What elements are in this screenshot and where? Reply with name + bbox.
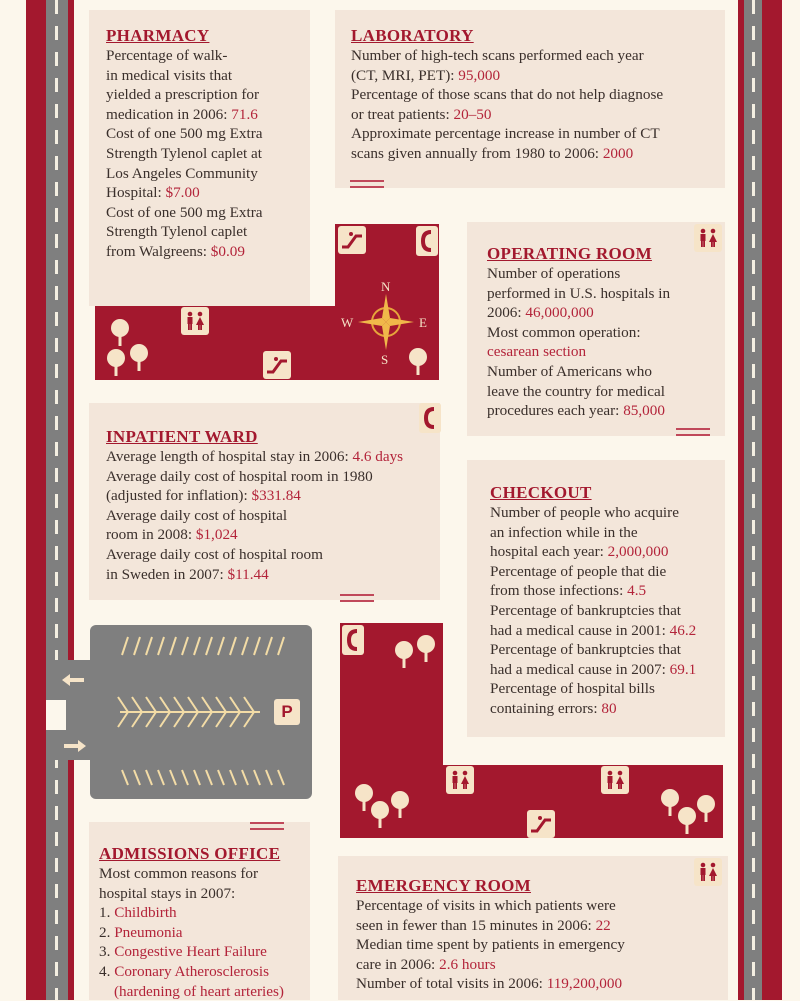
label: Number of total visits in 2006: <box>356 975 547 993</box>
checkout-text <box>490 503 725 719</box>
text-line: Percentage of hospital bills <box>490 680 655 698</box>
text-line <box>106 105 310 125</box>
parking-label: P <box>281 702 293 721</box>
restroom-icon <box>694 224 722 252</box>
laboratory-text <box>351 46 725 164</box>
list-text: (hardening of heart arteries) <box>114 982 284 1000</box>
inpatient-ward-text <box>106 447 440 584</box>
laboratory-card <box>335 10 725 188</box>
restroom-icon <box>694 858 722 886</box>
compass-e: E <box>419 315 427 330</box>
divider-mark <box>350 180 384 188</box>
list-number: 2. <box>99 923 111 941</box>
label: care in 2006: <box>356 955 440 973</box>
text-line <box>356 955 728 975</box>
label: scans given annually from 1980 to 2006: <box>351 144 603 162</box>
operating-room-card <box>467 222 725 436</box>
text-line <box>351 105 725 125</box>
label: 2006: <box>487 304 526 322</box>
emergency-room-text <box>356 896 728 994</box>
value: $7.00 <box>165 184 200 202</box>
right-border-outer <box>782 0 800 1000</box>
value: 4.6 days <box>352 448 404 465</box>
value: $0.09 <box>210 242 245 260</box>
text-line: Most common operation: <box>487 323 641 341</box>
emergency-room-title: EMERGENCY ROOM <box>356 876 531 895</box>
value: 46.2 <box>669 621 697 639</box>
phone-icon <box>416 226 438 256</box>
laboratory-title: LABORATORY <box>351 26 474 45</box>
pharmacy-title: PHARMACY <box>106 26 210 45</box>
value: $331.84 <box>251 487 301 505</box>
left-border-outer <box>0 0 26 1000</box>
value: 85,000 <box>623 402 665 420</box>
tree-icon <box>392 640 416 670</box>
text-line: Number of Americans who <box>487 362 652 380</box>
value: 20–50 <box>453 105 492 123</box>
label: hospital each year: <box>490 543 608 561</box>
divider-mark <box>250 822 284 830</box>
inpatient-ward-title: INPATIENT WARD <box>106 427 258 446</box>
value: 80 <box>601 699 617 717</box>
text-line: Percentage of people that die <box>490 562 667 580</box>
list-text: Coronary Atherosclerosis <box>114 962 269 980</box>
label: (CT, MRI, PET): <box>351 66 459 84</box>
value: 119,200,000 <box>546 975 623 993</box>
phone-icon <box>419 403 441 433</box>
text-line <box>490 699 725 719</box>
label: (adjusted for inflation): <box>106 487 252 505</box>
compass-s: S <box>381 352 389 367</box>
checkout-card <box>467 460 725 737</box>
compass-w: W <box>341 315 354 330</box>
text-line: Number of operations <box>487 265 621 282</box>
text-line: yielded a prescription for <box>106 86 260 104</box>
list-text: Pneumonia <box>114 923 183 941</box>
parking-divider <box>46 700 66 730</box>
text-line <box>487 401 725 421</box>
list-item <box>99 923 310 943</box>
value: 69.1 <box>669 660 697 678</box>
label: seen in fewer than 15 minutes in 2006: <box>356 916 596 934</box>
text-line: Percentage of bankruptcies that <box>490 601 682 619</box>
text-line: Most common reasons for <box>99 865 259 882</box>
operating-room-text <box>487 264 725 421</box>
compass-n: N <box>381 279 391 294</box>
list-item <box>99 903 310 923</box>
reasons-list <box>99 903 310 1001</box>
right-border-red <box>762 0 782 1000</box>
tree-icon <box>414 634 438 664</box>
admissions-office-title: ADMISSIONS OFFICE <box>99 844 281 863</box>
list-number: 1. <box>99 904 111 922</box>
list-number: 4. <box>99 962 111 980</box>
text-line: in medical visits that <box>106 66 233 84</box>
right-road-line <box>752 0 755 1000</box>
checkout-title: CHECKOUT <box>490 483 592 502</box>
admissions-office-card <box>89 822 310 1000</box>
label: Average length of hospital stay in 2006: <box>106 448 353 465</box>
label: had a medical cause in 2007: <box>490 660 670 678</box>
text-line: an infection while in the <box>490 523 638 541</box>
text-line <box>106 565 440 585</box>
text-line <box>106 486 440 506</box>
text-line: Number of high-tech scans performed each year <box>351 47 644 64</box>
text-line <box>106 525 440 545</box>
text-line: Los Angeles Community <box>106 164 258 182</box>
text-line: Average daily cost of hospital room <box>106 545 323 563</box>
text-line: Percentage of those scans that do not help diagnose <box>351 86 664 104</box>
phone-icon <box>342 625 364 655</box>
list-text: Congestive Heart Failure <box>114 943 267 961</box>
value: 2000 <box>602 144 634 162</box>
label: or treat patients: <box>351 105 454 123</box>
tree-icon <box>388 790 412 820</box>
label: in Sweden in 2007: <box>106 565 228 583</box>
text-line <box>106 447 440 467</box>
label: Hospital: <box>106 184 166 202</box>
text-line: Percentage of visits in which patients were <box>356 897 616 914</box>
label: from Walgreens: <box>106 242 211 260</box>
list-number: 3. <box>99 943 111 961</box>
text-line <box>490 660 725 680</box>
text-line: Cost of one 500 mg Extra <box>106 125 263 143</box>
restroom-icon <box>601 766 629 794</box>
value: $11.44 <box>227 565 269 583</box>
text-line: hospital stays in 2007: <box>99 884 236 902</box>
text-line: performed in U.S. hospitals in <box>487 284 671 302</box>
text-line <box>351 144 725 164</box>
text-line <box>356 916 728 936</box>
pharmacy-text <box>106 46 310 262</box>
value: 2,000,000 <box>607 543 669 561</box>
text-line <box>356 974 728 994</box>
text-line: cesarean section <box>487 343 587 361</box>
left-road-line <box>55 0 58 1000</box>
value: $1,024 <box>195 526 238 544</box>
value: 46,000,000 <box>525 304 594 322</box>
restroom-icon <box>446 766 474 794</box>
text-line <box>351 66 725 86</box>
text-line: Approximate percentage increase in number of CT <box>351 125 660 143</box>
label: room in 2008: <box>106 526 196 544</box>
text-line <box>106 242 310 262</box>
text-line <box>490 581 725 601</box>
text-line: Strength Tylenol caplet at <box>106 144 262 162</box>
label: had a medical cause in 2001: <box>490 621 670 639</box>
label: from those infections: <box>490 582 628 600</box>
list-item <box>99 962 310 982</box>
text-line: leave the country for medical <box>487 382 665 400</box>
list-item-continuation <box>99 982 310 1001</box>
text-line: Average daily cost of hospital <box>106 506 288 524</box>
value: 2.6 hours <box>439 955 496 973</box>
text-line <box>487 303 725 323</box>
inpatient-ward-card <box>89 403 440 600</box>
escalator-icon <box>338 226 366 254</box>
left-border-inner <box>68 0 74 1000</box>
text-line <box>490 621 725 641</box>
list-text: Childbirth <box>114 904 177 922</box>
list-item <box>99 942 310 962</box>
label: containing errors: <box>490 699 602 717</box>
tree-icon <box>127 343 151 373</box>
tree-icon <box>104 348 128 378</box>
admissions-office-text <box>99 864 310 1001</box>
value: 95,000 <box>458 66 501 84</box>
tree-icon <box>406 347 430 377</box>
text-line <box>490 542 725 562</box>
divider-mark <box>340 594 374 602</box>
value: 22 <box>595 916 611 934</box>
restroom-icon <box>181 307 209 335</box>
arrow-right-icon <box>62 740 86 752</box>
value: 4.5 <box>627 582 647 600</box>
label: procedures each year: <box>487 402 624 420</box>
left-border-red <box>26 0 46 1000</box>
text-line: Number of people who acquire <box>490 504 679 521</box>
pharmacy-card <box>89 10 310 306</box>
label: medication in 2006: <box>106 105 232 123</box>
escalator-icon <box>263 351 291 379</box>
arrow-left-icon <box>62 674 86 686</box>
parking-sign <box>274 699 300 725</box>
value: 71.6 <box>231 105 258 123</box>
text-line: Percentage of bankruptcies that <box>490 641 682 659</box>
emergency-room-card <box>338 856 728 1000</box>
text-line: Percentage of walk- <box>106 47 228 64</box>
text-line: Average daily cost of hospital room in 1980 <box>106 467 373 485</box>
text-line: Cost of one 500 mg Extra <box>106 203 263 221</box>
tree-icon <box>694 794 718 824</box>
divider-mark <box>676 428 710 436</box>
text-line: Strength Tylenol caplet <box>106 223 248 241</box>
operating-room-title: OPERATING ROOM <box>487 244 652 263</box>
escalator-icon <box>527 810 555 838</box>
text-line: Median time spent by patients in emergency <box>356 936 625 954</box>
text-line <box>106 183 310 203</box>
